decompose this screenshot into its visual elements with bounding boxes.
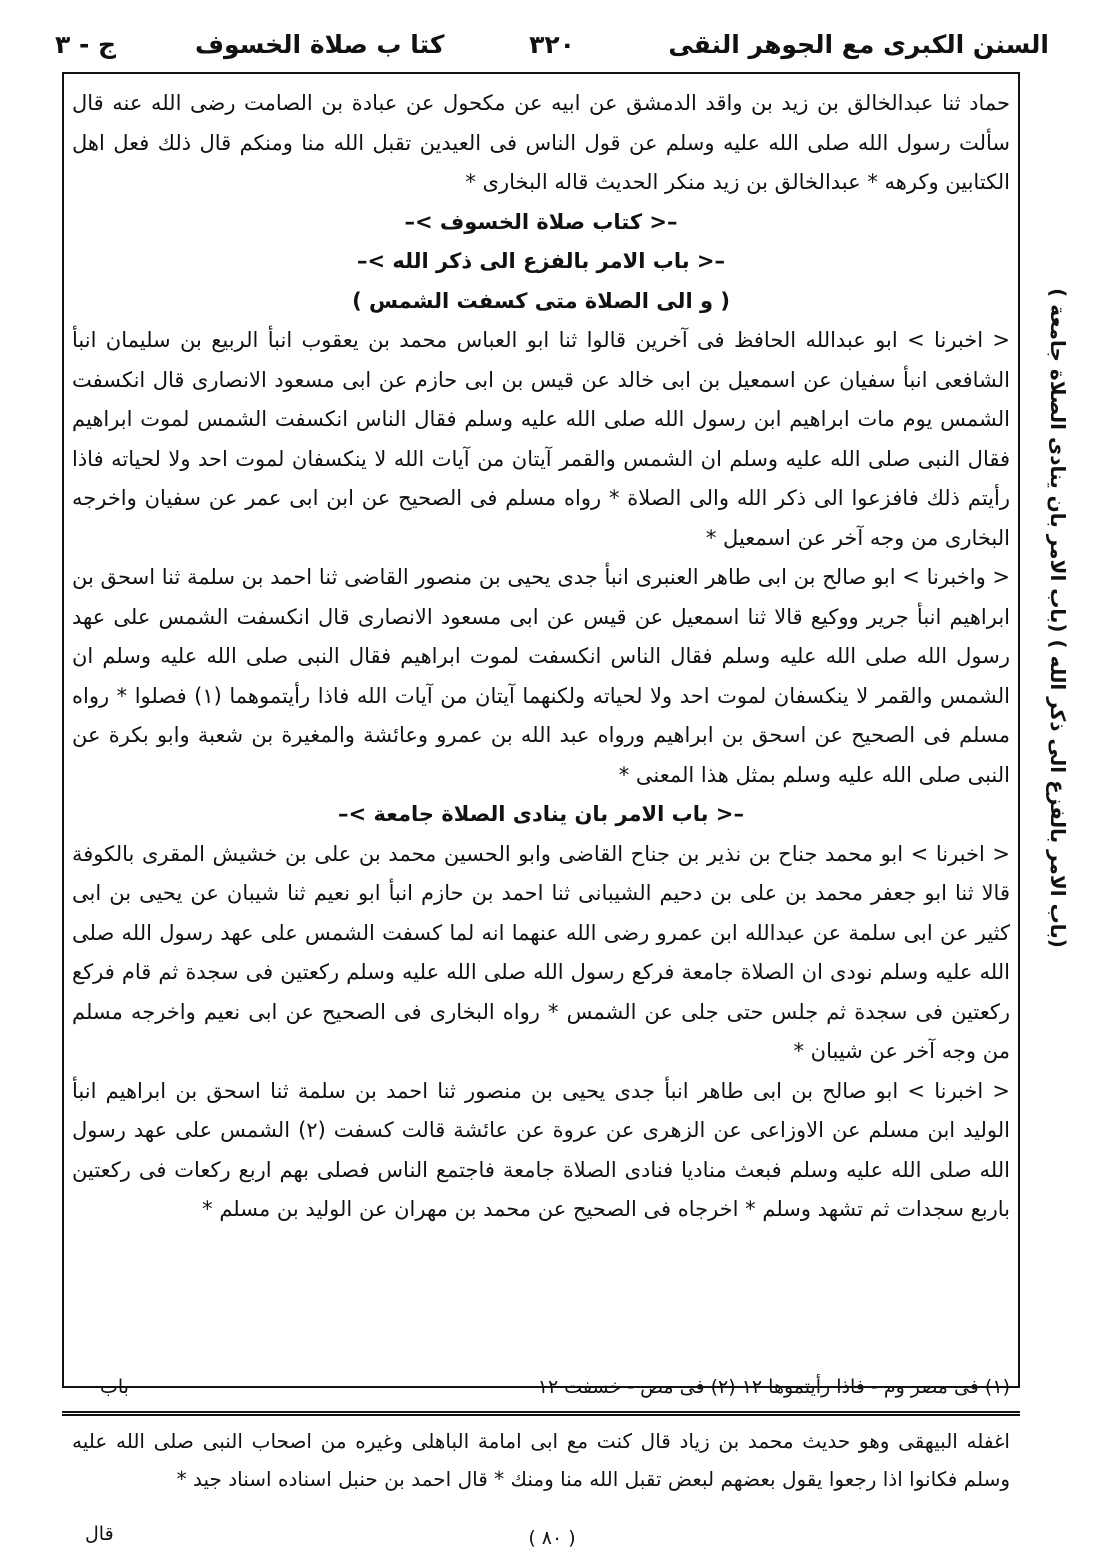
chapter-title: كتا ب صلاة الخسوف (195, 30, 445, 59)
catchword: قال (85, 1523, 114, 1545)
volume-label: ج - ٣ (55, 30, 117, 59)
side-margin-note (1032, 288, 1084, 948)
book-title: السنن الكبرى مع الجوهر النقى (668, 30, 1049, 59)
chapter-subheading: ( و الى الصلاة متى كسفت الشمس ) (352, 288, 730, 313)
text-paragraph: حماد ثنا عبدالخالق بن زيد بن واقد الدمشق عن ابيه عن مكحول عن عبادة بن الصامت رضى الله عنه قال سألت رسول الله صلى الله عليه وسلم عن قول الناس فى العيدين تقبل الله منا ومنكم قال ذلك فعل اهل الكتابين وكرهه * عبدالخالق بن زيد منكر الحديث قاله البخارى * (72, 91, 1010, 194)
commentary-paragraph: اغفله البيهقى وهو حديث محمد بن زياد قال كنت مع ابى امامة الباهلى وغيره من اصحاب النبى صلى الله عليه وسلم فكانوا اذا رجعوا يقول بعضهم لبعض تقبل الله منا ومنك * قال احمد بن حنبل اسناده اسناد جيد * (72, 1429, 1010, 1491)
side-note-text: (باب الامر بالفزع الى ذكر الله ) (باب الامر بان ينادى الصلاة جامعة ) (1046, 288, 1070, 948)
text-paragraph: < اخبرنا > ابو صالح بن ابى طاهر انبأ جدى يحيى بن منصور ثنا احمد بن سلمة ثنا اسحق بن ابراهيم انبأ الوليد ابن مسلم عن الاوزاعى عن الزهرى عن عروة عن عائشة قالت كسفت (٢) الشمس على عهد رسول الله صلى الله عليه وسلم فبعث مناديا فنادى الصلاة جامعة فاجتمع الناس فصلى بهم اربع ركعات فى ركعتين باربع سجدات ثم تشهد وسلم * اخرجاه فى الصحيح عن محمد بن مهران عن الوليد بن مسلم * (72, 1078, 1010, 1221)
chapter-heading: –< باب الامر بان ينادى الصلاة جامعة >– (338, 802, 744, 826)
main-text (72, 84, 1010, 1230)
separator-line (62, 1411, 1020, 1413)
footnote-text: (١) فى مصر وم - فاذا رأيتموها ١٢ (٢) فى مص - خسفت ١٢ (537, 1376, 1010, 1398)
signature-mark: ( ٨٠ ) (528, 1527, 576, 1549)
page-header (55, 22, 1049, 68)
chapter-heading: –< باب الامر بالفزع الى ذكر الله >– (356, 249, 726, 273)
separator-line (62, 1414, 1020, 1416)
footnote-catchword: باب (100, 1376, 129, 1398)
book-heading: –< كتاب صلاة الخسوف >– (404, 209, 678, 234)
commentary-text (72, 1422, 1010, 1498)
page-number: ٣٢٠ (529, 30, 575, 59)
text-paragraph: < اخبرنا > ابو عبدالله الحافظ فى آخرين قالوا ثنا ابو العباس محمد بن يعقوب انبأ الربيع بن سليمان انبأ الشافعى انبأ سفيان عن اسمعيل بن ابى خالد عن قيس بن ابى حازم عن ابى مسعود الانصارى قال انكسفت الشمس يوم مات ابراهيم ابن رسول الله صلى الله عليه وسلم فقال الناس انكسفت الشمس لموت ابراهيم فقال النبى صلى الله عليه وسلم ان الشمس والقمر آيتان من آيات الله لا ينكسفان لموت احد ولا لحياته فاذا رأيتم ذلك فافزعوا الى ذكر الله والى الصلاة * رواه مسلم فى الصحيح عن ابن ابى عمر عن سفيان واخرجه البخارى من وجه آخر عن اسمعيل * (72, 328, 1010, 550)
text-paragraph: < اخبرنا > ابو محمد جناح بن نذير بن جناح القاضى وابو الحسين محمد بن على بن خشيش المقرى بالكوفة قالا ثنا ابو جعفر محمد بن على بن دحيم الشيبانى ثنا احمد بن حازم انبأ ابو نعيم ثنا شيبان عن يحيى بن ابى كثير عن ابى سلمة عن عبدالله ابن عمرو رضى الله عنهما انه لما كسفت الشمس على عهد رسول الله صلى الله عليه وسلم نودى ان الصلاة جامعة فركع رسول الله صلى الله عليه وسلم ركعتين فى سجدة ثم قام فركع ركعتين فى سجدة ثم جلس حتى جلى عن الشمس * رواه البخارى فى الصحيح عن ابى نعيم واخرجه مسلم من وجه آخر عن شيبان * (72, 841, 1010, 1063)
text-paragraph: < واخبرنا > ابو صالح بن ابى طاهر العنبرى انبأ جدى يحيى بن منصور القاضى ثنا احمد بن سلمة ثنا اسحق بن ابراهيم انبأ جرير ووكيع قالا ثنا اسمعيل عن قيس عن ابى مسعود الانصارى قال انكسفت الشمس على عهد رسول الله صلى الله عليه وسلم فقال الناس انكسفت لموت ابراهيم فقال النبى صلى الله عليه وسلم ان الشمس والقمر لا ينكسفان لموت احد ولا لحياته ولكنهما آيتان من آيات الله فاذا رأيتموهما (١) فصلوا * رواه مسلم فى الصحيح عن اسحق بن ابراهيم ورواه عبد الله بن عمرو وعائشة والمغيرة بن شعبة وابو بكرة عن النبى صلى الله عليه وسلم بمثل هذا المعنى * (72, 565, 1010, 787)
page-bottom (55, 1523, 1049, 1553)
